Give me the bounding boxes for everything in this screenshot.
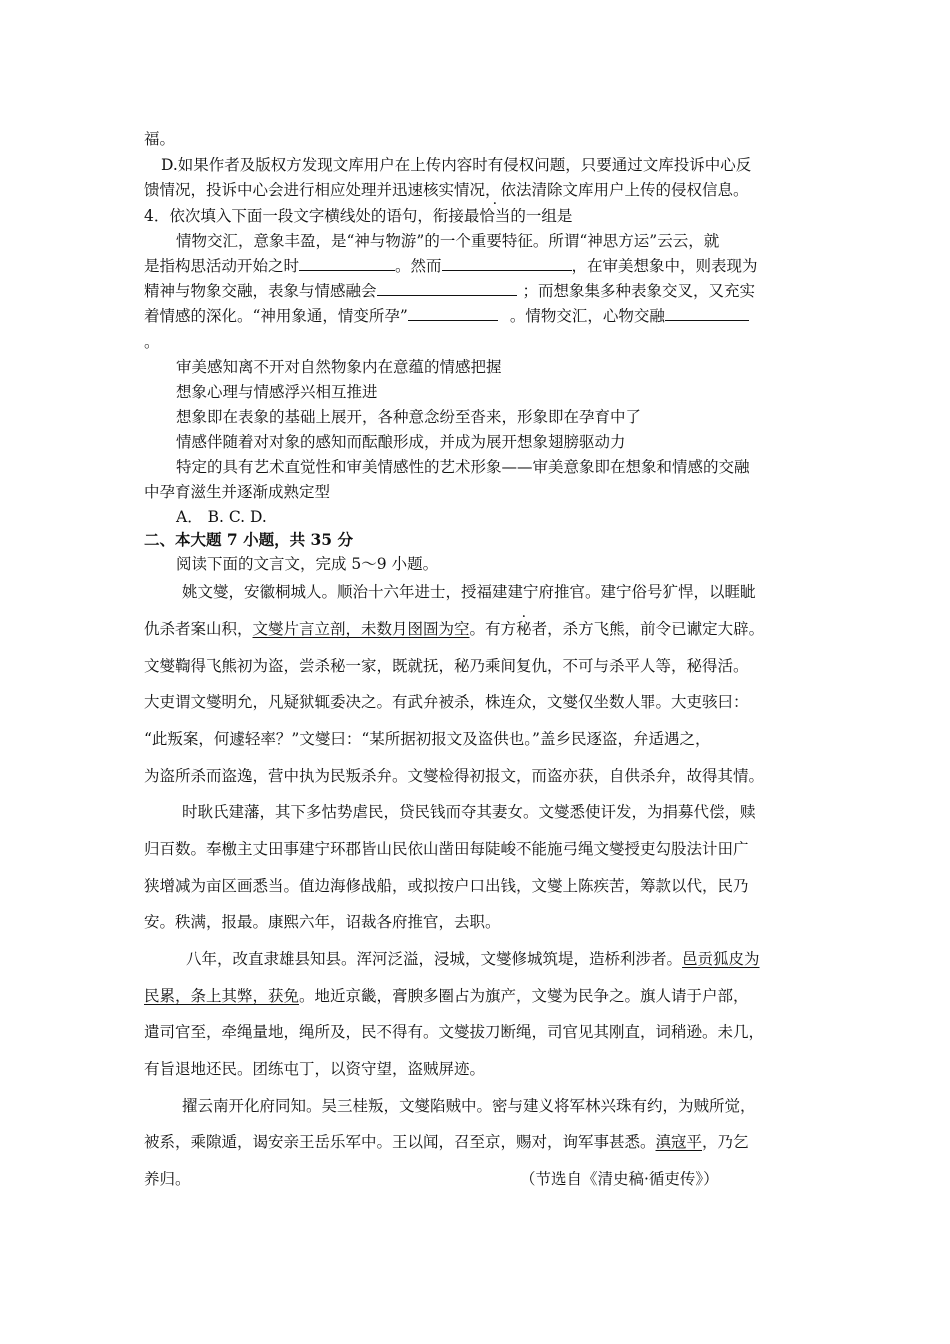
passage-line xyxy=(144,692,749,712)
option-sentence xyxy=(176,432,626,452)
fill-blank-2[interactable] xyxy=(442,256,572,271)
text-fragment: 着情感的深化。“神用象通，情变所孕” xyxy=(144,307,408,325)
passage-line xyxy=(144,1132,749,1152)
passage-line xyxy=(144,876,749,896)
option-sentence xyxy=(176,382,378,402)
text-line xyxy=(144,281,755,301)
section-heading xyxy=(144,530,353,550)
text-fragment: 。然而 xyxy=(395,257,442,275)
text-fragment: 文燮鞫得飞熊初为盗，尝杀秘一家，既就抚，秘乃乘间复仇，不可与杀平人等，秘得活。 xyxy=(144,657,749,675)
text-fragment: 阅读下面的文言文，完成 5～9 小题。 xyxy=(176,555,439,573)
underlined-sentence: 民累，条上其弊，获免 xyxy=(144,987,300,1005)
text-fragment: 大吏谓文燮明允，凡疑狱辄委决之。有武弁被杀，株连众，文燮仅坐数人罪。大吏骇曰： xyxy=(144,693,749,711)
underlined-sentence: 邑贡狐皮为 xyxy=(682,950,760,968)
text-fragment: ；而想象集多种表象交叉，又充实 xyxy=(522,282,756,300)
text-fragment: D.如果作者及版权方发现文库用户在上传内容时有侵权问题，只要通过文库投诉中心反 xyxy=(161,156,752,174)
text-fragment: 时耿氏建藩，其下多怙势虐民，贷民钱而夺其妻女。文燮悉使讦发，为捐募代偿，赎 xyxy=(182,803,756,821)
question-4-stem xyxy=(144,206,572,226)
passage-line xyxy=(182,582,756,602)
underlined-sentence: 文燮片言立剖，未数月囹圄为空 xyxy=(252,620,470,638)
text-fragment: ，在审美想象中，则表现为 xyxy=(571,257,758,275)
section-intro xyxy=(176,554,438,574)
text-fragment: 遣司官至，牵绳量地，绳所及，民不得有。文燮拔刀断绳，司官见其刚直，词稍逊。未几， xyxy=(144,1023,765,1041)
text-fragment: 中孕育滋生并逐渐成熟定型 xyxy=(144,483,331,501)
text-fragment: （节选自《清史稿·循吏传》） xyxy=(520,1170,719,1188)
passage-line xyxy=(144,912,501,932)
text-fragment: 精神与物象交融，表象与情感融会 xyxy=(144,282,377,300)
option-d-line xyxy=(144,180,749,200)
text-fragment: 情感伴随着对对象的感知而酝酿形成，并成为展开想象翅膀驱动力 xyxy=(176,433,626,451)
passage-line xyxy=(186,949,760,969)
text-fragment: 情物交汇，意象丰盈，是“神与物游”的一个重要特征。所谓“神思方运”云云，就 xyxy=(176,232,720,250)
text-fragment: “此叛案，何遽轻率？”文燮曰：“某所据初报文及盗供也。”盖乡民逐盗，弁适遇之， xyxy=(144,730,711,748)
text-fragment: 八年，改直隶雄县知县。浑河泛溢，浸城，文燮修城筑堤，造桥利涉者。 xyxy=(186,950,683,968)
text-fragment: 福。 xyxy=(144,130,176,148)
fill-blank-5[interactable] xyxy=(665,306,749,321)
text-fragment: 姚文燮，安徽桐城人。顺治十六年进士，授福建建宁府推官。建宁俗号犷悍，以睚眦 xyxy=(182,583,756,601)
option-sentence xyxy=(176,457,750,477)
text-fragment: 为盗所杀而盗逸，营中执为民叛杀弁。文燮检得初报文，而盗亦获，自供杀弁，故得其情。 xyxy=(144,767,765,785)
passage-line xyxy=(144,656,749,676)
passage-line xyxy=(144,729,710,749)
text-fragment: 。 xyxy=(144,333,160,351)
text-fragment: 有旨退地还民。团练屯丁，以资守望，盗贼屏迹。 xyxy=(144,1060,486,1078)
text-line xyxy=(144,306,749,326)
passage-line xyxy=(182,802,756,822)
text-fragment: ，乃乞 xyxy=(702,1133,749,1151)
text-fragment: 4．依次填入下面一段文字横线处的语句，衔接最 xyxy=(144,207,480,225)
text-fragment: 。地近京畿，膏腴多圈占为旗产，文燮为民争之。旗人请于户部， xyxy=(299,987,749,1005)
passage-line xyxy=(144,986,749,1006)
fill-blank-3[interactable] xyxy=(377,281,517,296)
text-fragment: 审美感知离不开对自然物象内在意蕴的情感把握 xyxy=(176,358,502,376)
underlined-sentence: 滇寇平 xyxy=(655,1133,703,1151)
passage-line xyxy=(144,1022,764,1042)
fill-blank-4[interactable] xyxy=(408,306,498,321)
text-fragment: 安。秩满，报最。康熙六年，诏裁各府推官，去职。 xyxy=(144,913,501,931)
text-line xyxy=(144,332,160,352)
text-fragment: 狭增减为亩区画悉当。值边海修战船，或拟按户口出钱，文燮上陈疾苦，筹款以代，民乃 xyxy=(144,877,749,895)
source-citation xyxy=(520,1169,719,1189)
text-fragment: A． B. C. D. xyxy=(176,508,267,526)
emphasis-mark: 恰当 xyxy=(479,207,511,225)
text-fragment: 馈情况，投诉中心会进行相应处理并迅速核实情况，依法清除文库用户上传的侵权信息。 xyxy=(144,181,749,199)
text-fragment: 被系，乘隙遁，谒安亲王岳乐军中。王以闻，召至京，赐对，询军事甚悉。 xyxy=(144,1133,656,1151)
text-fragment: 是指构思活动开始之时 xyxy=(144,257,300,275)
text-line xyxy=(176,231,719,251)
text-fragment: 想象心理与情感浮兴相互推进 xyxy=(176,383,378,401)
passage-line xyxy=(144,766,764,786)
text-fragment: 者，杀方飞熊，前令已 xyxy=(531,620,687,638)
passage-line xyxy=(144,839,749,859)
text-fragment: 。情物交汇，心物交融 xyxy=(509,307,665,325)
text-line xyxy=(144,256,758,276)
passage-line xyxy=(144,619,764,639)
text-fragment: 养归。 xyxy=(144,1170,191,1188)
text-line xyxy=(144,129,175,149)
emphasis-mark: 秘 xyxy=(516,620,532,638)
option-sentence xyxy=(144,482,330,502)
option-sentence xyxy=(176,357,502,377)
text-fragment: 归百数。奉檄主丈田事建宁环郡皆山民依山凿田每陡峻不能施弓绳文燮授吏勾股法计田广 xyxy=(144,840,749,858)
text-fragment: 二、本大题 7 小题，共 35 分 xyxy=(144,530,353,549)
option-sentence xyxy=(176,407,641,427)
passage-line xyxy=(182,1096,756,1116)
text-fragment: 的一组是 xyxy=(510,207,573,225)
option-d-line xyxy=(161,155,751,175)
passage-line xyxy=(144,1059,485,1079)
text-fragment: 特定的具有艺术直觉性和审美情感性的艺术形象——审美意象即在想象和情感的交融 xyxy=(176,458,750,476)
text-fragment: 谳定大辟。 xyxy=(686,620,765,638)
answer-choices xyxy=(176,507,267,527)
text-fragment: 仇杀者案山积， xyxy=(144,620,253,638)
fill-blank-1[interactable] xyxy=(299,256,395,271)
passage-line xyxy=(144,1169,191,1189)
text-fragment: 想象即在表象的基础上展开，各种意念纷至沓来，形象即在孕育中了 xyxy=(176,408,642,426)
text-fragment: 。有方 xyxy=(469,620,517,638)
text-fragment: 擢云南开化府同知。吴三桂叛，文燮陷贼中。密与建义将军林兴珠有约，为贼所觉， xyxy=(182,1097,756,1115)
